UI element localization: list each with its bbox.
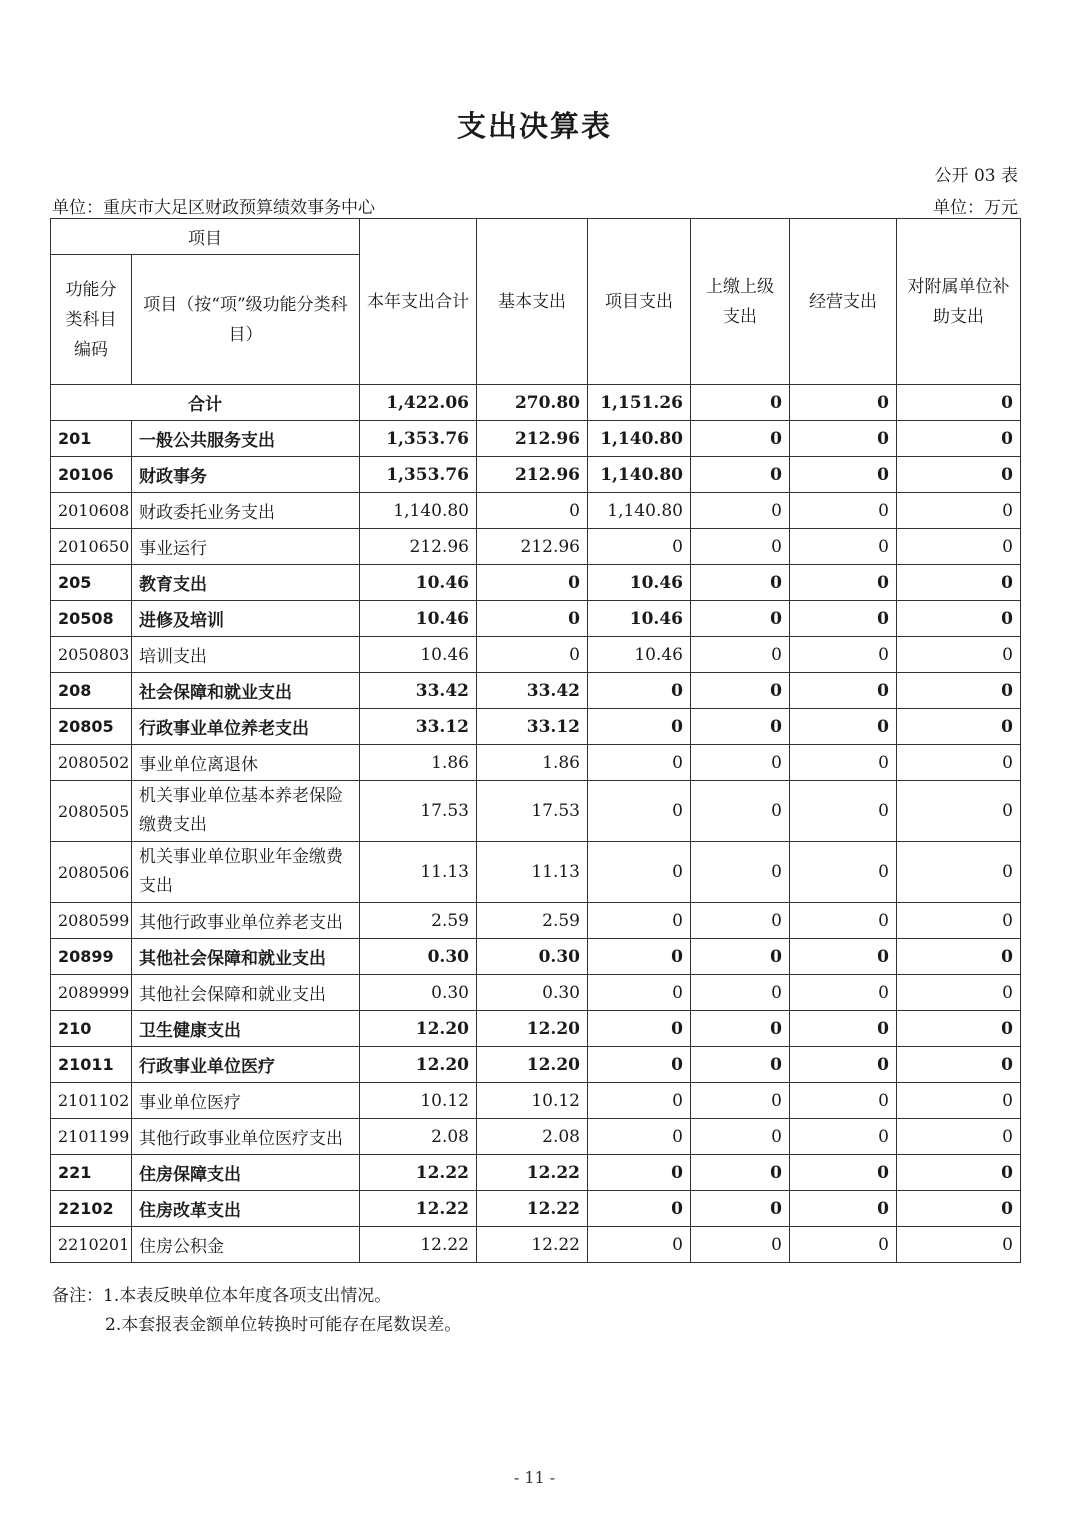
row-value: 0 [691, 1155, 790, 1191]
row-value: 0 [588, 1191, 691, 1227]
row-value: 0 [588, 781, 691, 842]
row-value: 1,140.80 [588, 457, 691, 493]
total-cell: 0 [691, 385, 790, 421]
header-subsidy: 对附属单位补助支出 [897, 219, 1021, 385]
row-value: 212.96 [477, 421, 588, 457]
row-name: 机关事业单位职业年金缴费支出 [132, 842, 360, 903]
row-name: 卫生健康支出 [132, 1011, 360, 1047]
header-project: 项目支出 [588, 219, 691, 385]
row-value: 0 [790, 1011, 897, 1047]
row-value: 1,140.80 [588, 493, 691, 529]
row-value: 12.20 [477, 1047, 588, 1083]
row-value: 12.22 [477, 1155, 588, 1191]
row-value: 0 [790, 673, 897, 709]
row-code: 20805 [51, 709, 132, 745]
total-label: 合计 [51, 385, 360, 421]
note-line-2: 2.本套报表金额单位转换时可能存在尾数误差。 [105, 1315, 462, 1335]
row-value: 12.20 [360, 1047, 477, 1083]
row-value: 0 [588, 1011, 691, 1047]
row-value: 0 [588, 1047, 691, 1083]
header-business: 经营支出 [790, 219, 897, 385]
row-value: 0 [790, 709, 897, 745]
table-row [51, 1047, 1021, 1083]
row-value: 0 [691, 421, 790, 457]
row-value: 0 [691, 1227, 790, 1263]
row-value: 0 [790, 421, 897, 457]
table-row [51, 673, 1021, 709]
row-name: 事业运行 [132, 529, 360, 565]
row-value: 0 [897, 1083, 1021, 1119]
row-value: 0 [897, 1011, 1021, 1047]
row-value: 0.30 [360, 939, 477, 975]
currency-unit: 单位：万元 [933, 198, 1018, 218]
row-name: 进修及培训 [132, 601, 360, 637]
row-value: 0 [477, 565, 588, 601]
reporting-unit: 单位：重庆市大足区财政预算绩效事务中心 [52, 198, 375, 218]
table-row [51, 637, 1021, 673]
row-value: 0 [691, 745, 790, 781]
row-code: 2050803 [51, 637, 132, 673]
row-value: 33.12 [360, 709, 477, 745]
row-name: 行政事业单位养老支出 [132, 709, 360, 745]
row-value: 0 [691, 939, 790, 975]
row-value: 0 [897, 565, 1021, 601]
row-value: 0 [691, 709, 790, 745]
table-row [51, 457, 1021, 493]
row-value: 0 [691, 1011, 790, 1047]
table-row [51, 903, 1021, 939]
row-value: 12.22 [360, 1227, 477, 1263]
row-value: 12.22 [477, 1227, 588, 1263]
table-row [51, 421, 1021, 457]
table-row [51, 1155, 1021, 1191]
row-value: 0.30 [360, 975, 477, 1011]
row-value: 1,353.76 [360, 457, 477, 493]
row-value: 0 [691, 493, 790, 529]
header-remit: 上缴上级支出 [691, 219, 790, 385]
row-value: 12.22 [360, 1191, 477, 1227]
row-value: 0 [691, 673, 790, 709]
expenditure-table [50, 218, 1021, 1263]
row-value: 0 [897, 1047, 1021, 1083]
row-code: 2080599 [51, 903, 132, 939]
row-value: 0 [691, 637, 790, 673]
row-name: 财政事务 [132, 457, 360, 493]
table-row [51, 1191, 1021, 1227]
row-code: 210 [51, 1011, 132, 1047]
header-code: 功能分类科目编码 [51, 255, 132, 385]
row-code: 2080502 [51, 745, 132, 781]
row-value: 0 [897, 1119, 1021, 1155]
header-name: 项目（按“项”级功能分类科目） [132, 255, 360, 385]
row-value: 0 [790, 1119, 897, 1155]
row-value: 0 [691, 1083, 790, 1119]
row-value: 212.96 [477, 457, 588, 493]
row-value: 0 [790, 493, 897, 529]
row-value: 0 [790, 565, 897, 601]
row-value: 0 [790, 637, 897, 673]
row-value: 12.20 [477, 1011, 588, 1047]
total-cell: 270.80 [477, 385, 588, 421]
row-value: 12.22 [360, 1155, 477, 1191]
row-value: 1.86 [477, 745, 588, 781]
row-value: 212.96 [360, 529, 477, 565]
row-name: 社会保障和就业支出 [132, 673, 360, 709]
row-value: 0 [691, 1119, 790, 1155]
table-row [51, 565, 1021, 601]
row-value: 0 [897, 529, 1021, 565]
row-value: 12.22 [477, 1191, 588, 1227]
row-name: 其他行政事业单位医疗支出 [132, 1119, 360, 1155]
row-value: 0 [691, 1047, 790, 1083]
row-value: 0 [790, 601, 897, 637]
notes [52, 1282, 461, 1340]
note-line-1: 备注：1.本表反映单位本年度各项支出情况。 [52, 1286, 392, 1306]
row-value: 0 [897, 903, 1021, 939]
row-name: 住房保障支出 [132, 1155, 360, 1191]
row-name: 培训支出 [132, 637, 360, 673]
row-value: 17.53 [360, 781, 477, 842]
row-value: 0 [588, 709, 691, 745]
row-value: 0 [790, 529, 897, 565]
row-value: 10.46 [360, 601, 477, 637]
row-value: 10.46 [588, 601, 691, 637]
row-value: 0.30 [477, 939, 588, 975]
table-row [51, 1119, 1021, 1155]
row-value: 0 [691, 529, 790, 565]
row-name: 其他社会保障和就业支出 [132, 975, 360, 1011]
row-value: 0 [897, 781, 1021, 842]
row-value: 0 [897, 745, 1021, 781]
row-value: 0 [477, 601, 588, 637]
table-row [51, 1227, 1021, 1263]
row-value: 0 [897, 493, 1021, 529]
row-name: 行政事业单位医疗 [132, 1047, 360, 1083]
row-value: 33.42 [360, 673, 477, 709]
row-code: 2080506 [51, 842, 132, 903]
row-value: 33.42 [477, 673, 588, 709]
row-value: 0 [588, 1155, 691, 1191]
row-value: 0 [897, 1155, 1021, 1191]
row-value: 0 [691, 1191, 790, 1227]
row-value: 0 [897, 1191, 1021, 1227]
row-value: 0 [897, 709, 1021, 745]
row-value: 11.13 [360, 842, 477, 903]
row-value: 0 [790, 1047, 897, 1083]
row-code: 2010608 [51, 493, 132, 529]
row-value: 0 [588, 1083, 691, 1119]
row-value: 10.46 [588, 637, 691, 673]
row-value: 0 [691, 842, 790, 903]
row-name: 机关事业单位基本养老保险缴费支出 [132, 781, 360, 842]
row-value: 0 [588, 529, 691, 565]
row-code: 2080505 [51, 781, 132, 842]
form-number: 公开 03 表 [934, 166, 1018, 186]
row-value: 0 [897, 842, 1021, 903]
row-value: 0 [477, 637, 588, 673]
table-row [51, 709, 1021, 745]
row-name: 一般公共服务支出 [132, 421, 360, 457]
row-value: 0 [897, 637, 1021, 673]
row-code: 201 [51, 421, 132, 457]
row-value: 0 [790, 745, 897, 781]
row-value: 0 [588, 903, 691, 939]
row-value: 11.13 [477, 842, 588, 903]
row-value: 2.08 [360, 1119, 477, 1155]
total-cell: 0 [897, 385, 1021, 421]
table-row [51, 745, 1021, 781]
row-value: 10.46 [360, 637, 477, 673]
row-value: 0 [588, 939, 691, 975]
row-value: 0 [588, 1227, 691, 1263]
row-value: 2.08 [477, 1119, 588, 1155]
row-value: 0 [691, 565, 790, 601]
row-value: 1.86 [360, 745, 477, 781]
total-row [51, 385, 1021, 421]
row-value: 10.12 [477, 1083, 588, 1119]
row-value: 0 [897, 457, 1021, 493]
row-name: 住房公积金 [132, 1227, 360, 1263]
table-row [51, 975, 1021, 1011]
row-value: 12.20 [360, 1011, 477, 1047]
row-value: 0 [897, 601, 1021, 637]
row-code: 2101102 [51, 1083, 132, 1119]
row-name: 住房改革支出 [132, 1191, 360, 1227]
row-value: 0 [691, 781, 790, 842]
row-value: 0 [691, 903, 790, 939]
row-value: 0 [790, 1083, 897, 1119]
row-value: 0 [897, 939, 1021, 975]
row-value: 0 [588, 745, 691, 781]
row-name: 事业单位离退休 [132, 745, 360, 781]
table-row [51, 781, 1021, 842]
row-value: 0 [588, 1119, 691, 1155]
table-row [51, 1011, 1021, 1047]
table-row [51, 493, 1021, 529]
row-value: 0 [477, 493, 588, 529]
row-code: 20899 [51, 939, 132, 975]
row-value: 0 [588, 975, 691, 1011]
row-value: 0 [897, 975, 1021, 1011]
table-row [51, 1083, 1021, 1119]
header-basic: 基本支出 [477, 219, 588, 385]
row-value: 10.46 [588, 565, 691, 601]
row-value: 0.30 [477, 975, 588, 1011]
row-value: 0 [790, 1227, 897, 1263]
row-value: 0 [588, 842, 691, 903]
row-name: 其他社会保障和就业支出 [132, 939, 360, 975]
row-name: 财政委托业务支出 [132, 493, 360, 529]
row-code: 2089999 [51, 975, 132, 1011]
row-value: 0 [790, 975, 897, 1011]
table-row [51, 842, 1021, 903]
header-item: 项目 [51, 219, 360, 255]
table-row [51, 939, 1021, 975]
row-code: 2010650 [51, 529, 132, 565]
row-value: 1,140.80 [588, 421, 691, 457]
row-value: 0 [691, 601, 790, 637]
row-value: 0 [897, 421, 1021, 457]
total-cell: 0 [790, 385, 897, 421]
row-code: 20508 [51, 601, 132, 637]
row-value: 2.59 [360, 903, 477, 939]
row-value: 17.53 [477, 781, 588, 842]
row-value: 0 [790, 939, 897, 975]
row-code: 21011 [51, 1047, 132, 1083]
row-name: 教育支出 [132, 565, 360, 601]
page-number: - 11 - [513, 1468, 556, 1487]
row-value: 0 [691, 975, 790, 1011]
row-value: 0 [691, 457, 790, 493]
page-title: 支出决算表 [456, 109, 612, 143]
row-value: 0 [790, 1155, 897, 1191]
row-value: 0 [790, 842, 897, 903]
total-cell: 1,151.26 [588, 385, 691, 421]
row-value: 1,353.76 [360, 421, 477, 457]
row-value: 33.12 [477, 709, 588, 745]
row-code: 20106 [51, 457, 132, 493]
row-code: 22102 [51, 1191, 132, 1227]
row-code: 2101199 [51, 1119, 132, 1155]
row-value: 212.96 [477, 529, 588, 565]
row-value: 0 [790, 781, 897, 842]
row-code: 221 [51, 1155, 132, 1191]
row-value: 1,140.80 [360, 493, 477, 529]
row-value: 0 [897, 1227, 1021, 1263]
row-name: 事业单位医疗 [132, 1083, 360, 1119]
row-value: 0 [588, 673, 691, 709]
row-value: 10.46 [360, 565, 477, 601]
row-name: 其他行政事业单位养老支出 [132, 903, 360, 939]
row-value: 0 [897, 673, 1021, 709]
row-code: 208 [51, 673, 132, 709]
header-total: 本年支出合计 [360, 219, 477, 385]
total-cell: 1,422.06 [360, 385, 477, 421]
table-row [51, 601, 1021, 637]
row-value: 0 [790, 457, 897, 493]
row-code: 2210201 [51, 1227, 132, 1263]
row-code: 205 [51, 565, 132, 601]
row-value: 2.59 [477, 903, 588, 939]
row-value: 0 [790, 1191, 897, 1227]
table-row [51, 529, 1021, 565]
row-value: 10.12 [360, 1083, 477, 1119]
row-value: 0 [790, 903, 897, 939]
